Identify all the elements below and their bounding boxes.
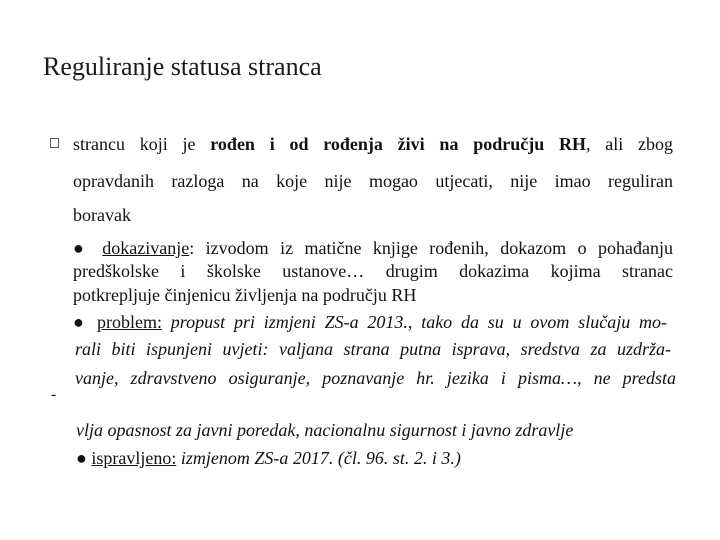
- item-text-bold: rođen i od rođenja živi na području RH: [210, 134, 586, 154]
- dokazivanje-text: : izvodom iz matične knjige rođenih, dokazom o pohađanju: [189, 238, 674, 258]
- slide-title: Reguliranje statusa stranca: [43, 52, 322, 81]
- ispravljeno-label: ispravljeno:: [91, 448, 177, 468]
- ispravljeno-text: izmjenom ZS-a 2017. (čl. 96. st. 2. i 3.): [176, 448, 461, 468]
- dokazivanje-label: dokazivanje: [102, 238, 190, 258]
- dokazivanje-line-3: potkrepljuje činjenicu življenja na području RH: [73, 285, 417, 305]
- bullet-icon: ●: [73, 312, 89, 332]
- problem-line-1: [73, 312, 667, 333]
- item-line-2: opravdanih razloga na koje nije mogao utjecati, nije imao reguliran: [73, 171, 673, 191]
- item-line-3: boravak: [73, 205, 131, 225]
- problem-line-2: rali biti ispunjeni uvjeti: valjana strana putna isprava, sredstva za uzdrža-: [75, 339, 671, 359]
- problem-line-4: vlja opasnost za javni poredak, nacionalnu sigurnost i javno zdravlje: [76, 420, 574, 440]
- problem-text: propust pri izmjeni ZS-a 2013., tako da su u ovom slučaju mo-: [162, 312, 668, 332]
- item-line-1: [73, 134, 673, 155]
- bullet-icon: ●: [76, 448, 87, 468]
- checkbox-bullet-icon: [50, 138, 59, 148]
- problem-label: problem:: [97, 312, 162, 332]
- problem-line-3: vanje, zdravstveno osiguranje, poznavanje hr. jezika i pisma…, ne predsta: [75, 368, 676, 388]
- item-text-end: , ali zbog: [585, 134, 673, 154]
- dokazivanje-line-1: [73, 238, 673, 259]
- item-text-start: strancu koji je: [73, 134, 211, 154]
- line-break-dash: -: [51, 386, 57, 403]
- ispravljeno-line: [76, 448, 461, 469]
- dokazivanje-line-2: predškolske i školske ustanove… drugim dokazima kojima stranac: [73, 261, 673, 281]
- bullet-icon: ●: [73, 238, 91, 258]
